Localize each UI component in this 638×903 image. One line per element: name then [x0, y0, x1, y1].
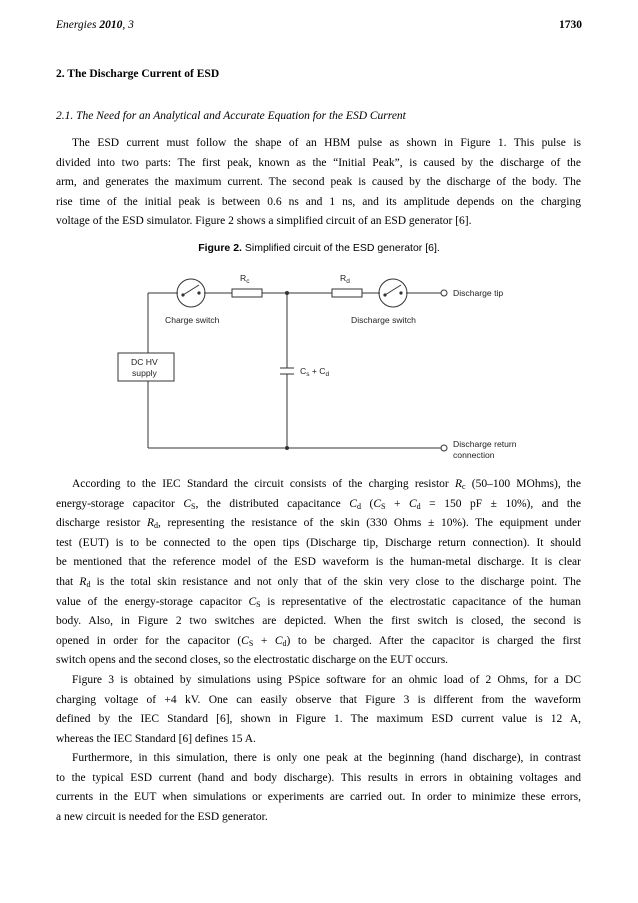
label-discharge-tip: Discharge tip	[453, 288, 504, 298]
figure-caption-label: Figure 2.	[198, 242, 242, 254]
label-rc: $R_c$	[240, 273, 250, 285]
subsection-title: 2.1. The Need for an Analytical and Accurate Equation for the ESD Current	[56, 110, 406, 122]
discharge-switch-blade	[385, 285, 401, 295]
paragraph-4-line: a new circuit is needed for the ESD generator.	[56, 810, 268, 823]
section-title: 2. The Discharge Current of ESD	[56, 68, 220, 80]
label-supply: supply	[132, 368, 157, 378]
paragraph-4-line: currents in the EUT when simulations or experiments are carried out. In order to minimize these errors,	[56, 791, 581, 804]
paragraph-3-line: Figure 3 is obtained by simulations using PSpice software for an ohmic load of 2 Ohms, for a DC	[72, 674, 581, 686]
paragraph-1-line: divided into two parts: The first peak, known as the “Initial Peak”, is caused by the discharge of the	[56, 156, 581, 169]
figure-caption	[0, 242, 638, 254]
paragraph-2-line: be mentioned that the reference model of the ESD waveform is the human-metal discharge. It is clear	[56, 556, 581, 569]
running-header-journal: Energies 2010, 3	[56, 19, 134, 31]
paragraph-4-line: to the typical ESD current (hand and body discharge). This results in errors in obtaining voltages and	[56, 771, 581, 784]
paragraph-1-line: The ESD current must follow the shape of an HBM pulse as shown in Figure 1. This pulse is	[72, 137, 581, 149]
label-discharge-return: Discharge return	[453, 439, 517, 449]
paragraph-2-line: that $R_d$ is the total skin resistance and not only that of the skin very close to the discharge point. The	[56, 575, 581, 589]
label-charge-switch: Charge switch	[165, 315, 220, 325]
discharge-switch-circle	[379, 279, 407, 307]
charge-switch-contact-a	[181, 293, 184, 296]
paragraph-2-line: opened in order for the capacitor $(C_S + C_d)$ to be charged. After the capacitor is charged the first	[56, 634, 581, 648]
label-rd: $R_d$	[340, 273, 350, 285]
journal-name: Energies	[56, 19, 97, 31]
label-discharge-switch: Discharge switch	[351, 315, 416, 325]
paragraph-2-line: switch opens and the second closes, so the electrostatic discharge on the EUT occurs.	[56, 654, 449, 667]
paragraph-3-line: whereas the IEC Standard [6] defines 15 A.	[56, 732, 256, 745]
paragraph-1-line: voltage of the ESD simulator. Figure 2 shows a simplified circuit of an ESD generator [6].	[56, 215, 472, 228]
paragraph-1-line: arm, and generates the maximum current. The second peak is caused by the discharge of the body. The	[56, 176, 581, 189]
junction-node-top	[285, 291, 289, 295]
return-terminal	[441, 445, 447, 451]
label-connection: connection	[453, 450, 495, 460]
paragraph-4	[56, 749, 581, 827]
discharge-tip-terminal	[441, 290, 447, 296]
page-number: 1730	[559, 19, 582, 31]
charge-switch-contact-b	[197, 291, 200, 294]
figure-caption-text: Simplified circuit of the ESD generator [6].	[244, 242, 440, 254]
discharge-switch-contact-b	[399, 291, 402, 294]
esd-circuit-diagram	[110, 265, 530, 465]
paragraph-1-line: rise time of the initial peak is between 0.6 ns and 1 ns, and its amplitude depends on the charging	[56, 195, 581, 208]
resistor-rd	[332, 289, 362, 297]
label-dc-hv: DC HV	[131, 357, 158, 367]
paragraph-2-line: discharge resistor $R_d$, representing the resistance of the skin (330 Ohms ± 10%). The equipment under	[56, 517, 581, 531]
paragraph-4-line: Furthermore, in this simulation, there is only one peak at the beginning (hand discharge), in contrast	[72, 752, 581, 764]
paragraph-2-line: value of the energy-storage capacitor $C_S$ is representative of the electrostatic capacitance of the human	[56, 595, 582, 609]
paragraph-3	[56, 671, 581, 749]
paragraph-2-line: According to the IEC Standard the circuit consists of the charging resistor $R_c$ (50–100 MOhms), the	[72, 478, 581, 491]
charge-switch-blade	[183, 285, 199, 295]
label-capacitance: $C_s + C_d$	[300, 366, 330, 378]
journal-year: 2010	[99, 19, 123, 31]
resistor-rc	[232, 289, 262, 297]
paragraph-2-line: test (EUT) is to be connected to the open tips (Discharge tip, Discharge return connection). It should	[56, 536, 581, 549]
paragraph-2	[56, 475, 581, 671]
paragraph-2-line: body. Also, in Figure 2 two switches are depicted. When the first switch is closed, the second is	[56, 615, 581, 628]
paragraph-3-line: charging voltage of +4 kV. One can easily observe that Figure 3 is different from the waveform	[56, 693, 581, 706]
paragraph-1	[56, 134, 581, 232]
journal-volume: 3	[128, 19, 134, 31]
discharge-switch-contact-a	[383, 293, 386, 296]
charge-switch-circle	[177, 279, 205, 307]
paragraph-2-line: energy-storage capacitor $C_S$, the distributed capacitance $C_d$ ($C_S + C_d = 150$ pF ± 10%), and the	[56, 497, 581, 511]
junction-node-bottom	[285, 446, 289, 450]
paragraph-3-line: defined by the IEC Standard [6], shown in Figure 1. The maximum ESD current value is 12 A,	[56, 713, 581, 726]
